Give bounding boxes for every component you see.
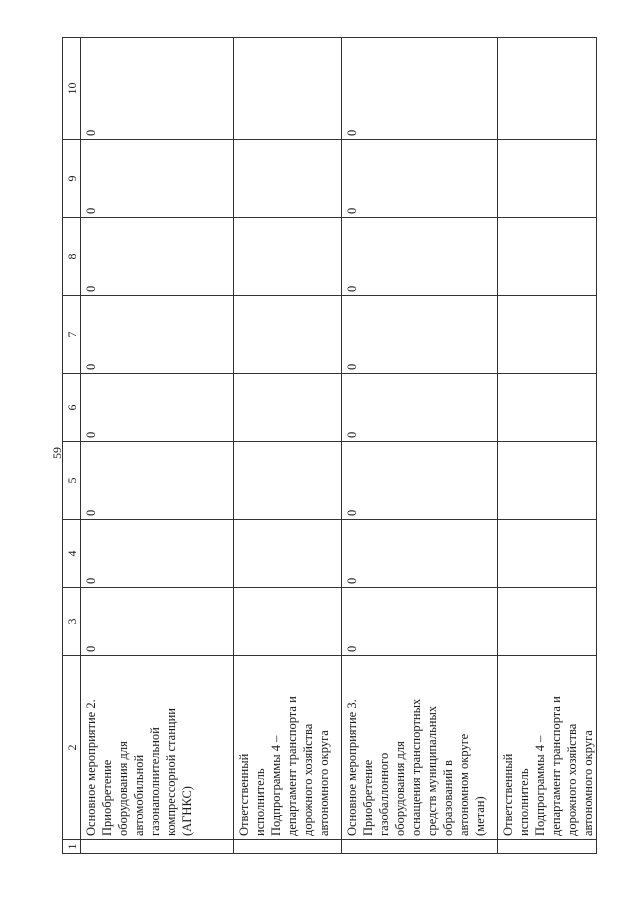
table-cell [498,840,597,854]
table-cell: 0 [342,296,498,374]
table-cell: 0 [81,588,234,656]
column-header: 3 [63,588,81,656]
column-header: 6 [63,374,81,442]
column-header: 7 [63,296,81,374]
table-row [342,38,498,854]
table-cell [234,840,342,854]
table-cell: 0 [81,140,234,218]
table-cell [234,140,342,218]
column-header: 2 [63,656,81,840]
table-cell: 0 [342,218,498,296]
table-cell: 0 [342,374,498,442]
table-cell: 0 [342,140,498,218]
table-cell [342,840,498,854]
column-header: 1 [63,840,81,854]
column-header: 5 [63,442,81,520]
table-row [234,38,342,854]
row-description: Ответственный исполнитель Подпрограммы 4 – департамент транспорта и дорожного хозяйства автономного округа [234,656,342,840]
table-cell [234,374,342,442]
table-cell: 0 [81,374,234,442]
row-description: Основное мероприятие 2. Приобретение оборудования для автомобильной газонаполнительной компрессорной станции (АГНКС) [81,656,234,840]
row-description: Ответственный исполнитель Подпрограммы 4 – департамент транспорта и дорожного хозяйства автономного округа [498,656,597,840]
table-cell [234,296,342,374]
table-cell [81,840,234,854]
table-row [81,38,234,854]
table-cell [234,520,342,588]
table-cell [234,588,342,656]
page-number: 59 [50,447,64,459]
rotated-table-page [62,38,595,854]
funding-table [62,37,597,854]
table-cell: 0 [342,442,498,520]
table-cell: 0 [342,38,498,140]
table-cell: 0 [81,442,234,520]
table-cell [498,38,597,140]
column-header: 9 [63,140,81,218]
table-cell: 0 [81,296,234,374]
table-cell [498,520,597,588]
table-cell [234,218,342,296]
table-cell: 0 [81,38,234,140]
table-cell [234,442,342,520]
table-cell: 0 [81,218,234,296]
table-cell [498,374,597,442]
table-cell [498,296,597,374]
table-cell [498,588,597,656]
column-header: 4 [63,520,81,588]
table-cell [498,442,597,520]
row-description: Основное мероприятие 3. Приобретение газобаллонного оборудования для оснащения транспортных средств муниципальных образований в автономном округе (метан) [342,656,498,840]
table-cell: 0 [81,520,234,588]
column-header: 10 [63,38,81,140]
table-cell [498,140,597,218]
table-cell: 0 [342,588,498,656]
table-cell [498,218,597,296]
header-row [63,38,81,854]
table-row [498,38,597,854]
table-cell: 0 [342,520,498,588]
table-cell [234,38,342,140]
column-header: 8 [63,218,81,296]
